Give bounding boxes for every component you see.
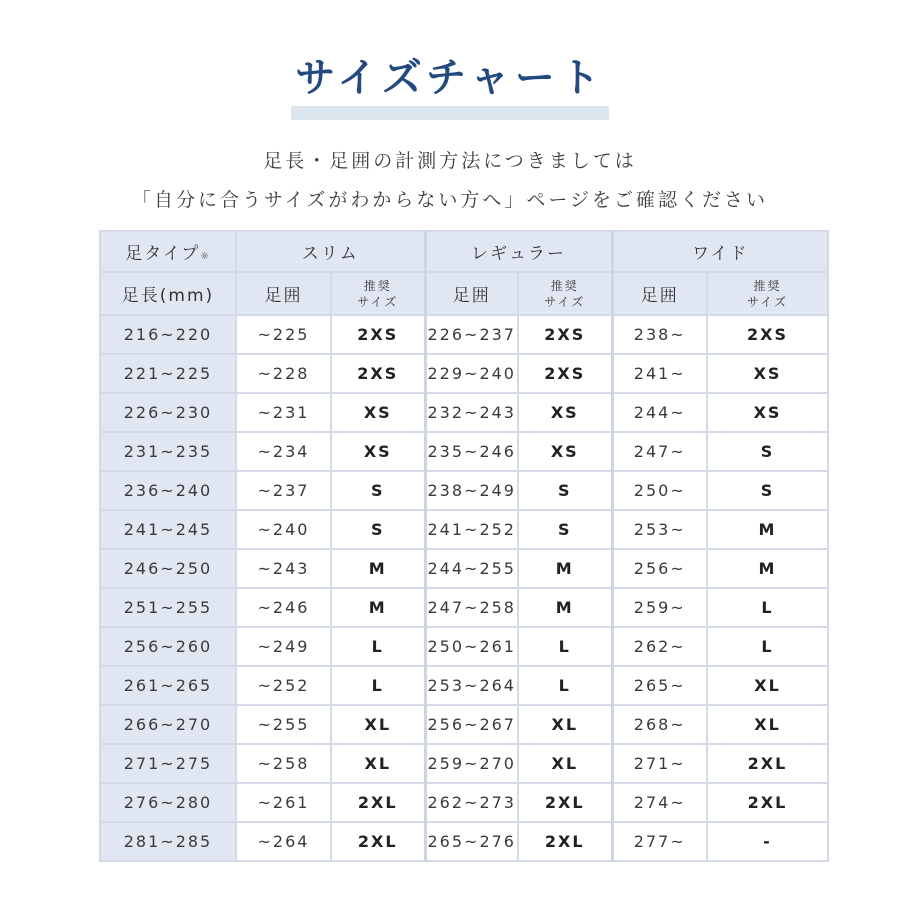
type-header-wide: ワイド (612, 231, 828, 272)
slim-size-cell: M (331, 549, 425, 588)
girth-header-slim: 足囲 (236, 272, 331, 315)
wide-girth-cell: 241~ (612, 354, 707, 393)
slim-girth-cell: ~243 (236, 549, 331, 588)
wide-size-cell: S (707, 432, 828, 471)
wide-girth-cell: 259~ (612, 588, 707, 627)
foot-length-cell: 226~230 (100, 393, 236, 432)
regular-size-cell: XS (518, 432, 612, 471)
wide-girth-cell: 247~ (612, 432, 707, 471)
foot-length-cell: 281~285 (100, 822, 236, 861)
wide-girth-cell: 253~ (612, 510, 707, 549)
slim-girth-cell: ~246 (236, 588, 331, 627)
slim-size-cell: 2XL (331, 822, 425, 861)
type-header-regular: レギュラー (425, 231, 612, 272)
table-row (100, 666, 828, 705)
wide-size-cell: 2XL (707, 744, 828, 783)
wide-size-cell: 2XL (707, 783, 828, 822)
slim-girth-cell: ~225 (236, 315, 331, 354)
regular-girth-cell: 229~240 (425, 354, 518, 393)
regular-size-cell: XL (518, 744, 612, 783)
regular-girth-cell: 244~255 (425, 549, 518, 588)
table-row (100, 783, 828, 822)
wide-girth-cell: 244~ (612, 393, 707, 432)
table-row (100, 315, 828, 354)
regular-girth-cell: 226~237 (425, 315, 518, 354)
slim-size-cell: L (331, 666, 425, 705)
wide-girth-cell: 256~ (612, 549, 707, 588)
foot-length-cell: 271~275 (100, 744, 236, 783)
table-row (100, 627, 828, 666)
wide-size-cell: L (707, 627, 828, 666)
slim-size-cell: L (331, 627, 425, 666)
table-row (100, 471, 828, 510)
regular-size-cell: S (518, 510, 612, 549)
wide-size-cell: 2XS (707, 315, 828, 354)
wide-girth-cell: 271~ (612, 744, 707, 783)
regular-girth-cell: 259~270 (425, 744, 518, 783)
title-underline (291, 106, 609, 120)
slim-size-cell: 2XS (331, 315, 425, 354)
regular-girth-cell: 262~273 (425, 783, 518, 822)
slim-size-cell: S (331, 471, 425, 510)
slim-girth-cell: ~264 (236, 822, 331, 861)
slim-size-cell: S (331, 510, 425, 549)
wide-size-cell: XS (707, 354, 828, 393)
intro-line-1: 足長・足囲の計測方法につきましては (263, 150, 637, 172)
foot-type-header: 足タイプ※ (100, 231, 236, 272)
slim-size-cell: 2XS (331, 354, 425, 393)
wide-size-cell: XL (707, 666, 828, 705)
regular-size-cell: S (518, 471, 612, 510)
foot-length-cell: 221~225 (100, 354, 236, 393)
regular-size-cell: L (518, 666, 612, 705)
wide-girth-cell: 268~ (612, 705, 707, 744)
foot-length-cell: 261~265 (100, 666, 236, 705)
wide-girth-cell: 277~ (612, 822, 707, 861)
slim-girth-cell: ~228 (236, 354, 331, 393)
wide-size-cell: S (707, 471, 828, 510)
wide-girth-cell: 262~ (612, 627, 707, 666)
recommended-header-slim: 推奨 サイズ (331, 272, 425, 315)
girth-header-wide: 足囲 (612, 272, 707, 315)
slim-size-cell: M (331, 588, 425, 627)
size-chart-table (99, 230, 829, 862)
table-row (100, 510, 828, 549)
header-row-foot-type (100, 231, 828, 272)
girth-header-regular: 足囲 (425, 272, 518, 315)
foot-length-cell: 246~250 (100, 549, 236, 588)
slim-size-cell: XS (331, 393, 425, 432)
foot-length-cell: 276~280 (100, 783, 236, 822)
table-row (100, 432, 828, 471)
type-header-slim: スリム (236, 231, 425, 272)
wide-size-cell: M (707, 549, 828, 588)
page-title: サイズチャート (295, 55, 605, 101)
regular-size-cell: 2XS (518, 354, 612, 393)
slim-girth-cell: ~258 (236, 744, 331, 783)
slim-size-cell: XL (331, 705, 425, 744)
slim-girth-cell: ~252 (236, 666, 331, 705)
slim-size-cell: XS (331, 432, 425, 471)
slim-girth-cell: ~240 (236, 510, 331, 549)
regular-size-cell: XS (518, 393, 612, 432)
wide-girth-cell: 250~ (612, 471, 707, 510)
wide-girth-cell: 274~ (612, 783, 707, 822)
slim-girth-cell: ~255 (236, 705, 331, 744)
table-row (100, 822, 828, 861)
foot-length-cell: 266~270 (100, 705, 236, 744)
table-row (100, 354, 828, 393)
slim-girth-cell: ~234 (236, 432, 331, 471)
wide-girth-cell: 265~ (612, 666, 707, 705)
wide-size-cell: XS (707, 393, 828, 432)
wide-size-cell: XL (707, 705, 828, 744)
regular-girth-cell: 265~276 (425, 822, 518, 861)
table-row (100, 744, 828, 783)
regular-size-cell: M (518, 549, 612, 588)
table-row (100, 549, 828, 588)
recommended-header-regular: 推奨 サイズ (518, 272, 612, 315)
foot-length-cell: 241~245 (100, 510, 236, 549)
regular-girth-cell: 238~249 (425, 471, 518, 510)
foot-length-cell: 231~235 (100, 432, 236, 471)
slim-size-cell: 2XL (331, 783, 425, 822)
wide-girth-cell: 238~ (612, 315, 707, 354)
wide-size-cell: L (707, 588, 828, 627)
slim-girth-cell: ~231 (236, 393, 331, 432)
regular-girth-cell: 250~261 (425, 627, 518, 666)
slim-girth-cell: ~261 (236, 783, 331, 822)
table-row (100, 705, 828, 744)
regular-size-cell: 2XL (518, 822, 612, 861)
regular-girth-cell: 232~243 (425, 393, 518, 432)
foot-length-cell: 236~240 (100, 471, 236, 510)
slim-size-cell: XL (331, 744, 425, 783)
foot-length-header: 足長(mm) (100, 272, 236, 315)
recommended-header-wide: 推奨 サイズ (707, 272, 828, 315)
wide-size-cell: - (707, 822, 828, 861)
regular-girth-cell: 235~246 (425, 432, 518, 471)
regular-girth-cell: 253~264 (425, 666, 518, 705)
regular-girth-cell: 241~252 (425, 510, 518, 549)
foot-length-cell: 216~220 (100, 315, 236, 354)
regular-size-cell: 2XL (518, 783, 612, 822)
regular-girth-cell: 247~258 (425, 588, 518, 627)
regular-size-cell: XL (518, 705, 612, 744)
regular-size-cell: L (518, 627, 612, 666)
wide-size-cell: M (707, 510, 828, 549)
foot-length-cell: 256~260 (100, 627, 236, 666)
table-row (100, 588, 828, 627)
slim-girth-cell: ~249 (236, 627, 331, 666)
regular-size-cell: M (518, 588, 612, 627)
intro-line-2: 「自分に合うサイズがわからない方へ」ページをご確認ください (131, 189, 769, 211)
slim-girth-cell: ~237 (236, 471, 331, 510)
table-row (100, 393, 828, 432)
header-row-columns (100, 272, 828, 315)
note-mark: ※ (200, 251, 211, 262)
regular-size-cell: 2XS (518, 315, 612, 354)
regular-girth-cell: 256~267 (425, 705, 518, 744)
foot-length-cell: 251~255 (100, 588, 236, 627)
